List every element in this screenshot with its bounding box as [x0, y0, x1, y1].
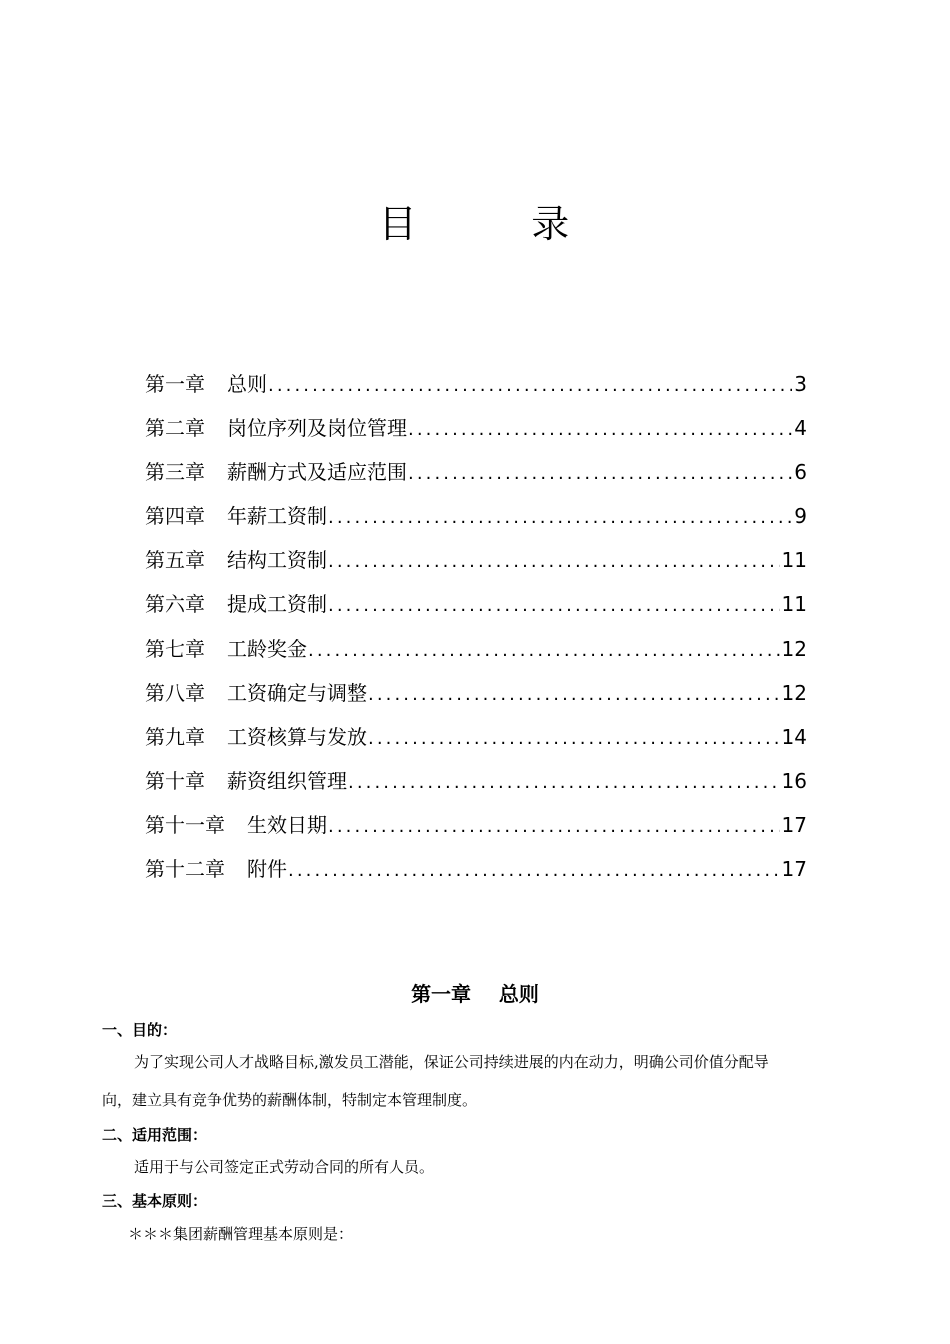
- paragraph-line: ＊＊＊集团薪酬管理基本原则是：: [128, 1225, 354, 1243]
- toc-page-number: 3: [794, 372, 807, 396]
- toc-page-number: 11: [781, 548, 807, 573]
- toc-page-number: 16: [781, 768, 807, 793]
- toc-chapter-number: 第一章: [145, 372, 205, 396]
- toc-page-number: 11: [781, 592, 807, 617]
- toc-entry[interactable]: [145, 582, 807, 626]
- toc-title: 目 录: [378, 202, 572, 246]
- toc-entry[interactable]: [145, 715, 807, 759]
- paragraph-line: 为了实现公司人才战略目标,激发员工潜能，保证公司持续进展的内在动力，明确公司价值分配导: [134, 1053, 769, 1071]
- toc-leader-dots: [408, 452, 792, 496]
- toc-chapter-name: 工资核算与发放: [227, 724, 367, 749]
- section-heading: 三、基本原则：: [102, 1192, 208, 1210]
- toc-chapter-name: 总则: [227, 372, 267, 396]
- chapter-heading: 第一章 总则: [411, 982, 539, 1006]
- toc-chapter-number: 第十一章: [145, 812, 225, 837]
- toc-chapter-name: 提成工资制: [227, 592, 327, 617]
- toc-chapter-name: 附件: [247, 857, 287, 882]
- toc-entry[interactable]: [145, 406, 807, 450]
- toc-page-number: 6: [794, 460, 807, 485]
- toc-chapter-name: 生效日期: [247, 812, 327, 837]
- toc-entry[interactable]: [145, 538, 807, 582]
- toc-leader-dots: [408, 408, 792, 452]
- toc-leader-dots: [328, 540, 780, 584]
- toc-page-number: 14: [781, 724, 807, 749]
- toc-entry[interactable]: [145, 627, 807, 671]
- toc-chapter-number: 第九章: [145, 724, 205, 749]
- toc-chapter-number: 第八章: [145, 680, 205, 705]
- toc-entry[interactable]: [145, 759, 807, 803]
- toc-entry[interactable]: [145, 362, 807, 406]
- toc-page-number: 12: [781, 680, 807, 705]
- toc-leader-dots: [288, 849, 780, 893]
- toc-chapter-number: 第六章: [145, 592, 205, 617]
- toc-leader-dots: [328, 584, 780, 628]
- toc-page-number: 4: [794, 416, 807, 441]
- toc-chapter-number: 第三章: [145, 460, 205, 485]
- toc-page-number: 9: [794, 504, 807, 529]
- toc-leader-dots: [368, 717, 780, 761]
- toc-page-number: 17: [781, 857, 807, 882]
- toc-entry[interactable]: [145, 671, 807, 715]
- toc-entry[interactable]: [145, 803, 807, 847]
- toc-list: [145, 362, 807, 891]
- toc-leader-dots: [328, 805, 780, 849]
- toc-entry[interactable]: [145, 847, 807, 891]
- toc-chapter-number: 第二章: [145, 416, 205, 441]
- toc-page-number: 12: [781, 636, 807, 661]
- toc-chapter-name: 薪资组织管理: [227, 768, 347, 793]
- toc-entry[interactable]: [145, 450, 807, 494]
- toc-chapter-name: 工资确定与调整: [227, 680, 367, 705]
- toc-chapter-name: 结构工资制: [227, 548, 327, 573]
- toc-leader-dots: [328, 496, 792, 540]
- toc-leader-dots: [308, 629, 780, 673]
- toc-leader-dots: [268, 364, 792, 408]
- paragraph-line: 适用于与公司签定正式劳动合同的所有人员。: [134, 1158, 435, 1176]
- toc-chapter-number: 第四章: [145, 504, 205, 529]
- toc-leader-dots: [368, 673, 780, 717]
- toc-chapter-number: 第七章: [145, 636, 205, 661]
- toc-chapter-name: 工龄奖金: [227, 636, 307, 661]
- toc-chapter-number: 第十章: [145, 768, 205, 793]
- toc-leader-dots: [348, 761, 780, 805]
- toc-chapter-number: 第五章: [145, 548, 205, 573]
- toc-chapter-name: 年薪工资制: [227, 504, 327, 529]
- toc-chapter-number: 第十二章: [145, 857, 225, 882]
- toc-page-number: 17: [781, 812, 807, 837]
- toc-chapter-name: 薪酬方式及适应范围: [227, 460, 407, 485]
- toc-entry[interactable]: [145, 494, 807, 538]
- paragraph-line: 向，建立具有竞争优势的薪酬体制，特制定本管理制度。: [102, 1091, 478, 1109]
- section-heading: 一、目的：: [102, 1021, 178, 1039]
- toc-chapter-name: 岗位序列及岗位管理: [227, 416, 407, 441]
- section-heading: 二、适用范围：: [102, 1126, 208, 1144]
